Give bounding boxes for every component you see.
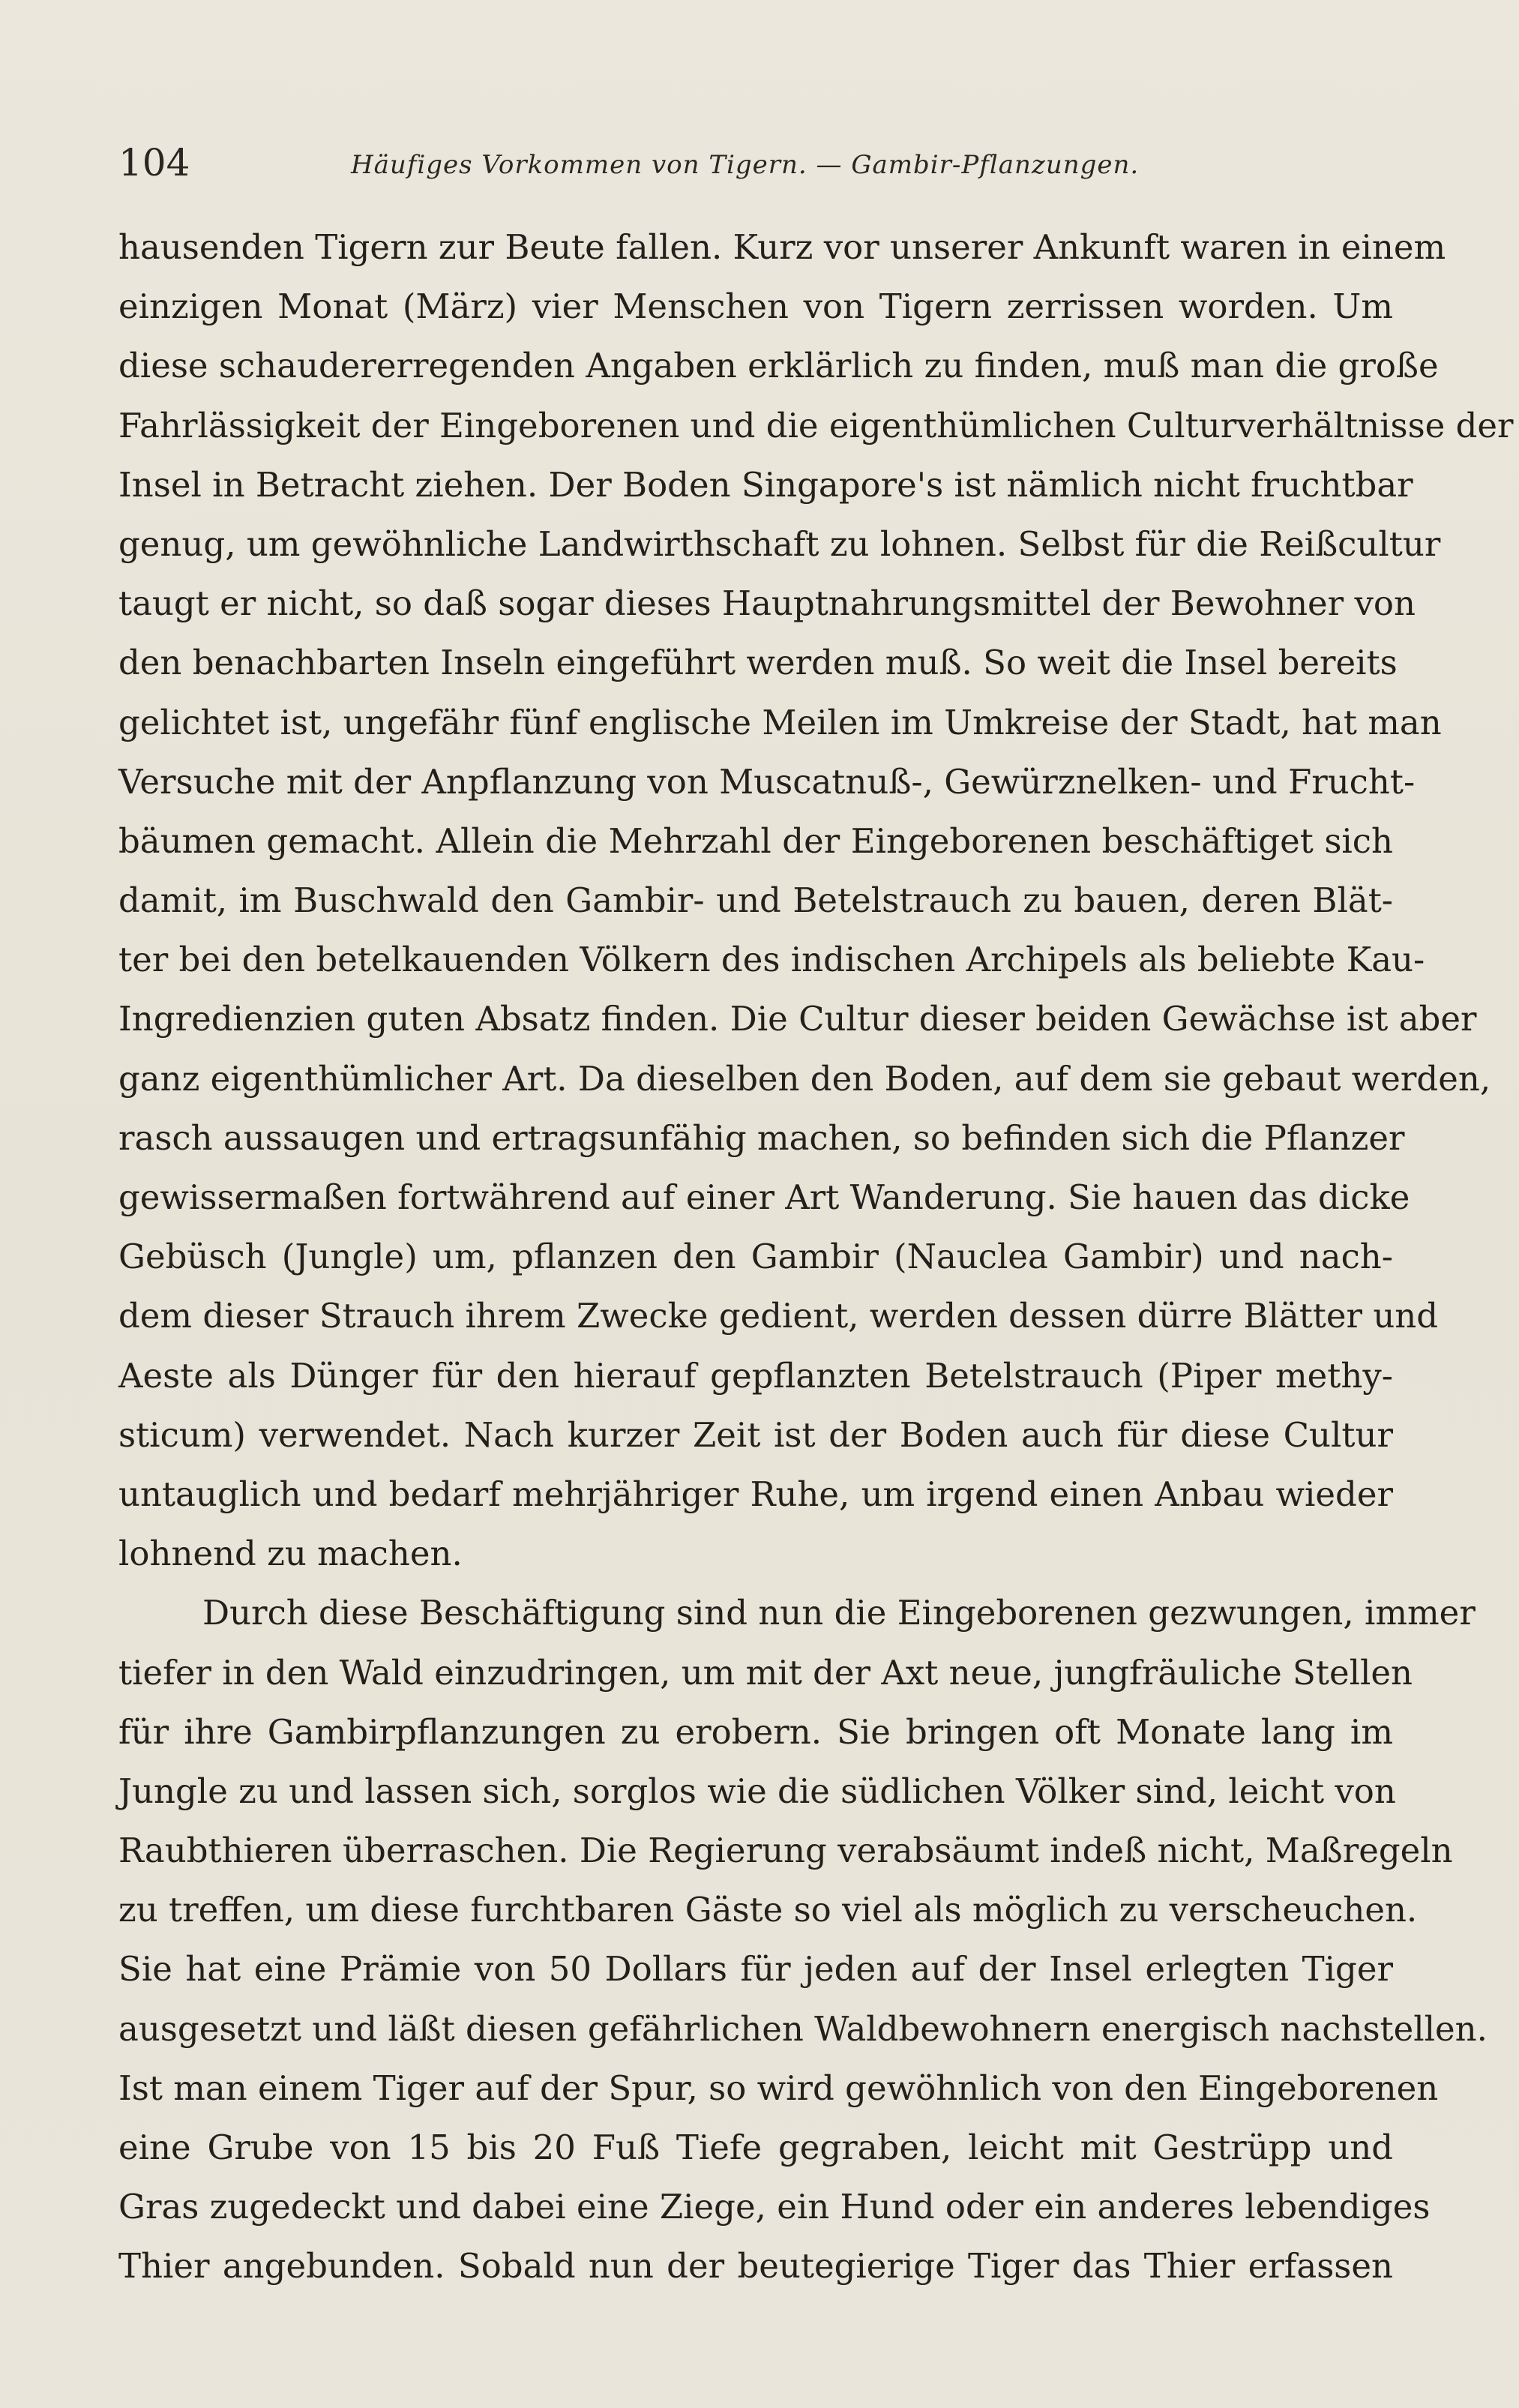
- text-line: für ihre Gambirpflanzungen zu erobern. Sie bringen oft Monate lang im: [118, 1711, 1393, 1752]
- text-line: ter bei den betelkauenden Völkern des indischen Archipels als beliebte Kau-: [118, 940, 1425, 980]
- text-line: Versuche mit der Anpflanzung von Muscatnuß-, Gewürznelken- und Frucht-: [118, 761, 1416, 802]
- text-line: untauglich und bedarf mehrjähriger Ruhe, um irgend einen Anbau wieder: [118, 1474, 1393, 1514]
- text-line: Thier angebunden. Sobald nun der beutegierige Tiger das Thier erfassen: [118, 2246, 1393, 2287]
- text-line: tiefer in den Wald einzudringen, um mit der Axt neue, jungfräuliche Stellen: [118, 1652, 1413, 1693]
- text-line: damit, im Buschwald den Gambir- und Betelstrauch zu bauen, deren Blät-: [118, 880, 1393, 921]
- text-line: Gebüsch (Jungle) um, pflanzen den Gambir (Nauclea Gambir) und nach-: [118, 1237, 1393, 1277]
- text-line: Durch diese Beschäftigung sind nun die Eingeborenen gezwungen, immer: [202, 1593, 1476, 1633]
- text-line: Aeste als Dünger für den hierauf gepflanzten Betelstrauch (Piper methy-: [118, 1355, 1393, 1396]
- text-line: Raubthieren überraschen. Die Regierung verabsäumt indeß nicht, Maßregeln: [118, 1831, 1453, 1871]
- text-line: dem dieser Strauch ihrem Zwecke gedient, werden dessen dürre Blätter und: [118, 1296, 1439, 1336]
- text-line: diese schaudererregenden Angaben erklärlich zu finden, muß man die große: [118, 346, 1439, 386]
- page-number: 104: [118, 141, 190, 184]
- text-line: Ingredienzien guten Absatz finden. Die Cultur dieser beiden Gewächse ist aber: [118, 999, 1477, 1039]
- text-line: den benachbarten Inseln eingeführt werden muß. So weit die Insel bereits: [118, 643, 1398, 683]
- text-line: zu treffen, um diese furchtbaren Gäste so viel als möglich zu verscheuchen.: [118, 1890, 1418, 1930]
- text-line: sticum) verwendet. Nach kurzer Zeit ist der Boden auch für diese Cultur: [118, 1414, 1393, 1455]
- text-line: gelichtet ist, ungefähr fünf englische Meilen im Umkreise der Stadt, hat man: [118, 702, 1442, 742]
- text-line: gewissermaßen fortwährend auf einer Art Wanderung. Sie hauen das dicke: [118, 1177, 1410, 1217]
- text-line: einzigen Monat (März) vier Menschen von Tigern zerrissen worden. Um: [118, 286, 1393, 327]
- text-line: bäumen gemacht. Allein die Mehrzahl der Eingeborenen beschäftiget sich: [118, 820, 1393, 861]
- text-line: Insel in Betracht ziehen. Der Boden Singapore's ist nämlich nicht fruchtbar: [118, 464, 1413, 505]
- paragraph-1: [118, 217, 1514, 1583]
- text-line: taugt er nicht, so daß sogar dieses Hauptnahrungsmittel der Bewohner von: [118, 583, 1416, 624]
- text-line: ganz eigenthümlicher Art. Da dieselben den Boden, auf dem sie gebaut werden,: [118, 1058, 1491, 1099]
- text-line: hausenden Tigern zur Beute fallen. Kurz vor unserer Ankunft waren in einem: [118, 227, 1446, 267]
- text-line: ausgesetzt und läßt diesen gefährlichen Waldbewohnern energisch nachstellen.: [118, 2008, 1488, 2049]
- paragraph-2: [118, 1583, 1488, 2296]
- text-line: Sie hat eine Prämie von 50 Dollars für jeden auf der Insel erlegten Tiger: [118, 1949, 1393, 1990]
- page-header: [118, 136, 1393, 189]
- text-line: Jungle zu und lassen sich, sorglos wie die südlichen Völker sind, leicht von: [118, 1771, 1396, 1811]
- text-line: eine Grube von 15 bis 20 Fuß Tiefe gegraben, leicht mit Gestrüpp und: [118, 2128, 1393, 2167]
- text-line: rasch aussaugen und ertragsunfähig machen, so befinden sich die Pflanzer: [118, 1117, 1405, 1158]
- text-line: lohnend zu machen.: [118, 1534, 463, 1574]
- text-line: genug, um gewöhnliche Landwirthschaft zu lohnen. Selbst für die Reißcultur: [118, 523, 1441, 564]
- text-line: Ist man einem Tiger auf der Spur, so wird gewöhnlich von den Eingeborenen: [118, 2068, 1439, 2108]
- body-text: [118, 217, 1514, 2296]
- text-line: Gras zugedeckt und dabei eine Ziege, ein Hund oder ein anderes lebendiges: [118, 2187, 1431, 2227]
- text-line: Fahrlässigkeit der Eingeborenen und die eigenthümlichen Culturverhältnisse der: [118, 405, 1514, 445]
- running-title: Häufiges Vorkommen von Tigern. — Gambir-Pflanzungen.: [351, 150, 1140, 180]
